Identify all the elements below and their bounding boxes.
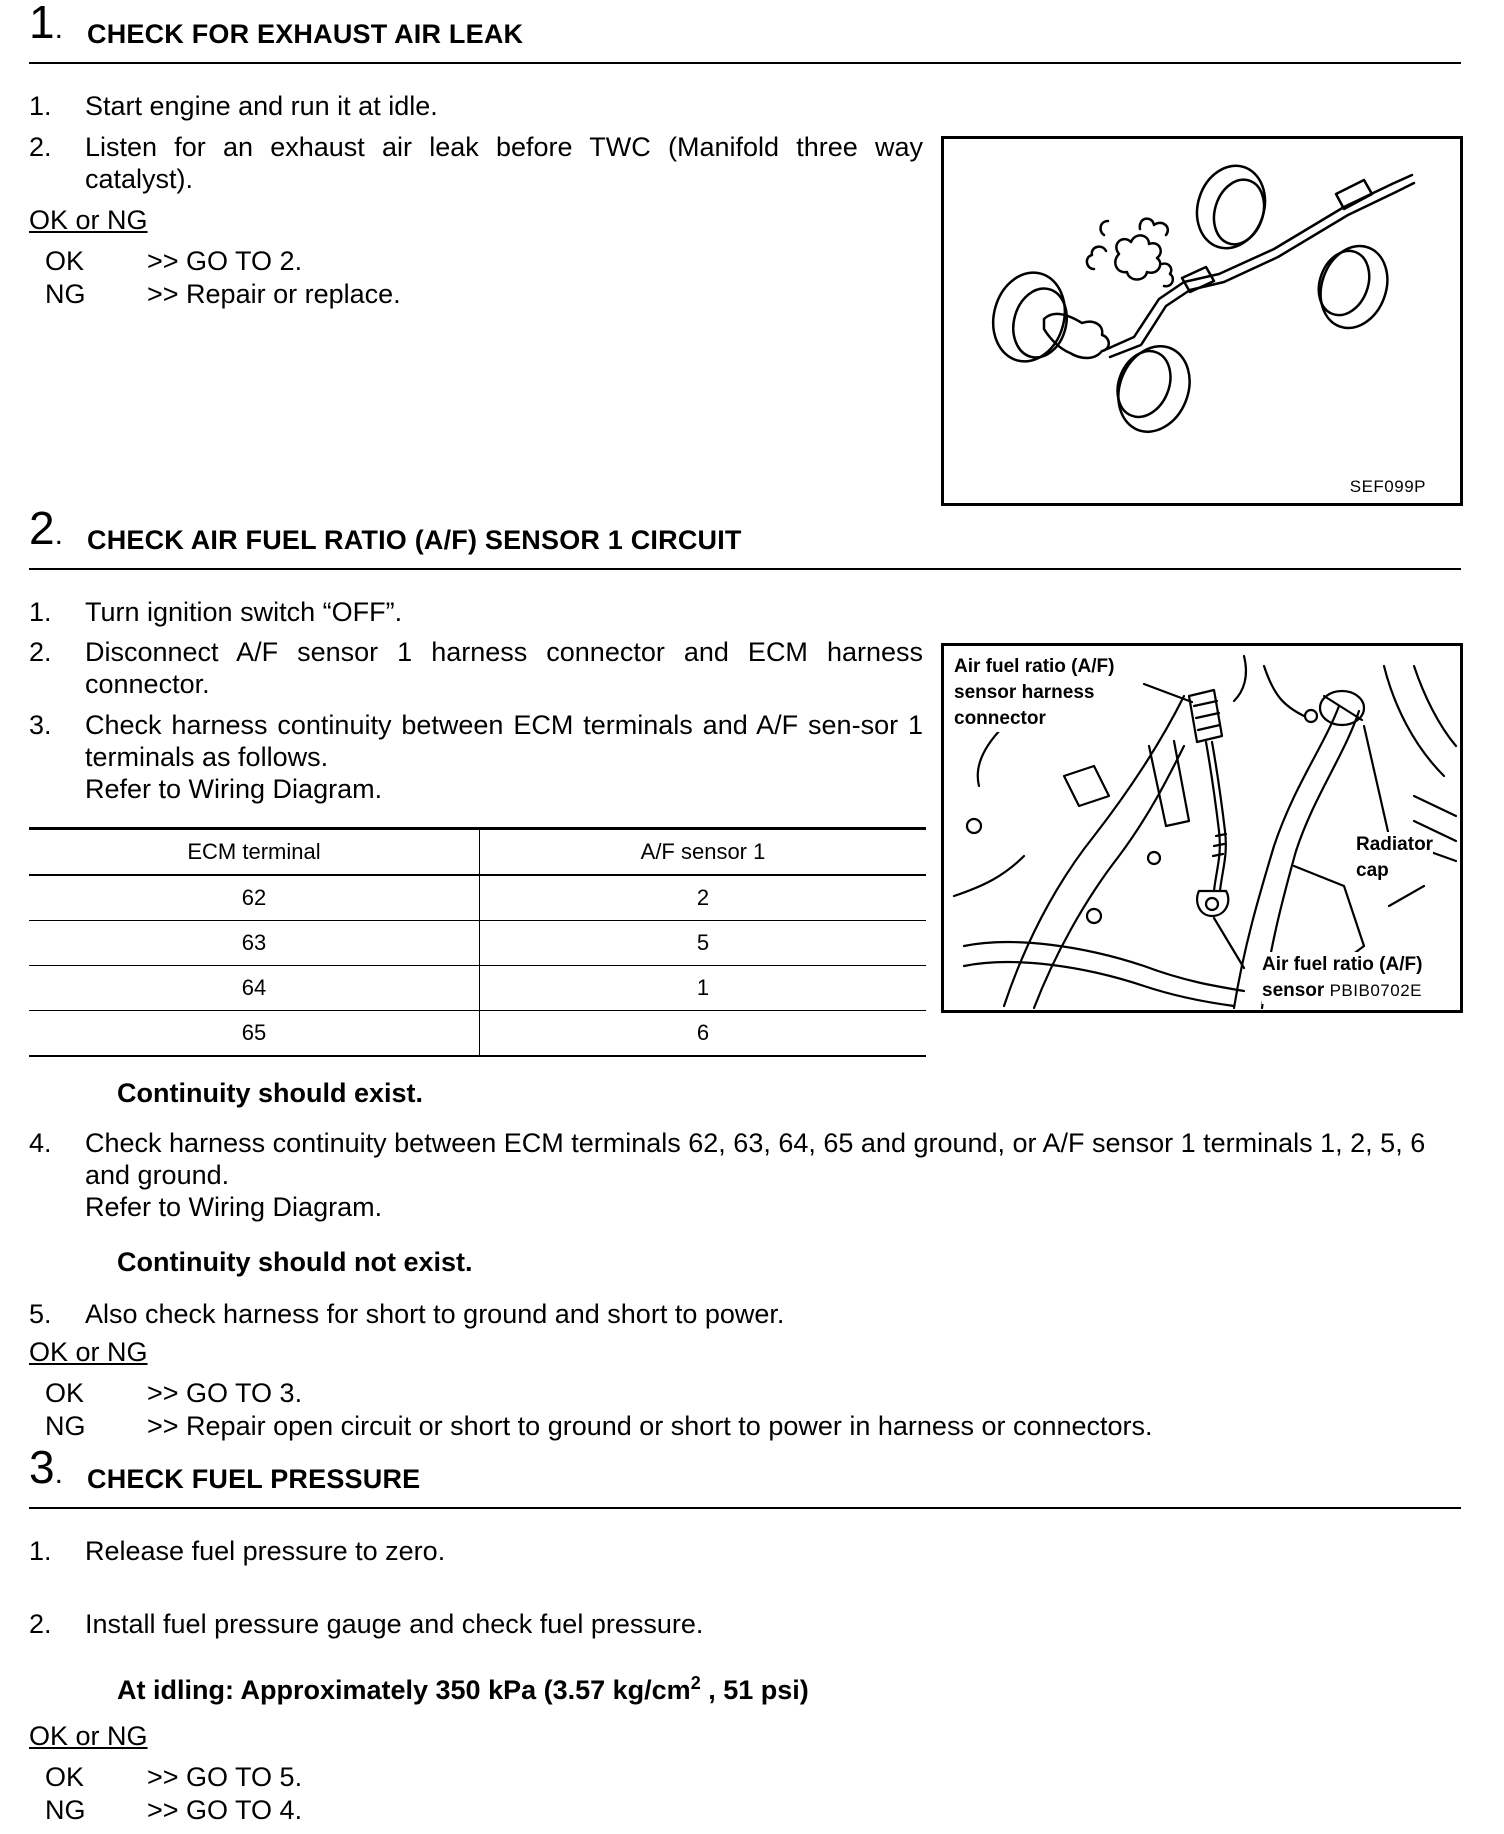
step-3-item-1-number: 1. bbox=[29, 1536, 52, 1566]
step-1-number: 1. bbox=[29, 0, 63, 48]
spec-continuity-not-exist: Continuity should not exist. bbox=[117, 1247, 473, 1277]
figure-1-code: SEF099P bbox=[1349, 477, 1426, 496]
step-1-item-2-text: Listen for an exhaust air leak before TWC (Manifold three way catalyst). bbox=[85, 132, 923, 194]
table-row bbox=[29, 1011, 926, 1057]
step-2-result-ng-key: NG bbox=[45, 1411, 86, 1441]
figure-2-code: PBIB0702E bbox=[1329, 981, 1422, 1000]
step-1-item-2-number: 2. bbox=[29, 132, 52, 162]
step-2-item-1-number: 1. bbox=[29, 597, 52, 627]
step-2-item-5-text: Also check harness for short to ground and short to power. bbox=[85, 1299, 785, 1329]
table-cell: 2 bbox=[480, 875, 927, 921]
step-1-header bbox=[29, 0, 1461, 64]
step-2-item-3-number: 3. bbox=[29, 710, 52, 740]
step-2-item-5-number: 5. bbox=[29, 1299, 52, 1329]
step-3-title: CHECK FUEL PRESSURE bbox=[87, 1464, 421, 1494]
step-2-result-ok-value: >> GO TO 3. bbox=[147, 1378, 303, 1408]
step-3-item-2-number: 2. bbox=[29, 1609, 52, 1639]
step-1-result-ok-value: >> GO TO 2. bbox=[147, 246, 303, 276]
step-3-result-ng-value: >> GO TO 4. bbox=[147, 1795, 303, 1825]
step-2-item-2-number: 2. bbox=[29, 637, 52, 667]
step-2-item-3-text: Check harness continuity between ECM terminals and A/F sen-sor 1 terminals as follows. bbox=[85, 710, 923, 772]
step-3-result-ng-key: NG bbox=[45, 1795, 86, 1825]
table-header-ecm-terminal: ECM terminal bbox=[29, 829, 480, 876]
table-cell: 6 bbox=[480, 1011, 927, 1057]
step-1-ok-ng-label: OK or NG bbox=[29, 205, 148, 235]
step-1-title: CHECK FOR EXHAUST AIR LEAK bbox=[87, 19, 524, 49]
step-2-item-4-refer: Refer to Wiring Diagram. bbox=[85, 1192, 383, 1222]
table-row bbox=[29, 921, 926, 966]
exhaust-system-drawing bbox=[944, 139, 1460, 503]
table-cell: 63 bbox=[29, 921, 480, 966]
step-2-item-4-text: Check harness continuity between ECM terminals 62, 63, 64, 65 and ground, or A/F sensor 1 terminals 1, 2, 5, 6 and ground. bbox=[85, 1128, 1426, 1190]
step-2-title: CHECK AIR FUEL RATIO (A/F) SENSOR 1 CIRCUIT bbox=[87, 525, 742, 555]
table-cell: 62 bbox=[29, 875, 480, 921]
callout-af-sensor: Air fuel ratio (A/F) sensor PBIB0702E bbox=[1262, 952, 1422, 1004]
step-3-ok-ng-label: OK or NG bbox=[29, 1721, 148, 1751]
step-3-header bbox=[29, 1441, 1461, 1509]
step-3-result-ok-value: >> GO TO 5. bbox=[147, 1762, 303, 1792]
table-header-af-sensor: A/F sensor 1 bbox=[480, 829, 927, 876]
exhaust-leak-figure bbox=[941, 136, 1463, 506]
step-2-ok-ng-label: OK or NG bbox=[29, 1337, 148, 1367]
step-2-item-4-number: 4. bbox=[29, 1128, 52, 1158]
table-row bbox=[29, 966, 926, 1011]
step-2-item-2-text: Disconnect A/F sensor 1 harness connector and ECM harness connector. bbox=[85, 637, 923, 699]
step-2-result-ng-value: >> Repair open circuit or short to ground or short to power in harness or connectors. bbox=[147, 1411, 1153, 1441]
step-1-result-ng-key: NG bbox=[45, 279, 86, 309]
step-3-item-1-text: Release fuel pressure to zero. bbox=[85, 1536, 446, 1566]
step-3-item-2-text: Install fuel pressure gauge and check fuel pressure. bbox=[85, 1609, 704, 1639]
callout-radiator-cap: Radiator cap bbox=[1356, 832, 1433, 884]
step-2-result-ok-key: OK bbox=[45, 1378, 85, 1408]
table-cell: 65 bbox=[29, 1011, 480, 1057]
step-1-item-1-text: Start engine and run it at idle. bbox=[85, 91, 438, 121]
table-row bbox=[29, 875, 926, 921]
step-2-item-1-text: Turn ignition switch “OFF”. bbox=[85, 597, 403, 627]
table-header-row bbox=[29, 829, 926, 876]
spec-continuity-exist: Continuity should exist. bbox=[117, 1078, 424, 1108]
step-3-number: 3. bbox=[29, 1441, 63, 1493]
spec-fuel-pressure: At idling: Approximately 350 kPa (3.57 $kg/cm^2$ , 51 psi) bbox=[117, 1673, 809, 1705]
step-2-header bbox=[29, 502, 1461, 570]
table-cell: 1 bbox=[480, 966, 927, 1011]
table-cell: 64 bbox=[29, 966, 480, 1011]
step-3-result-ok-key: OK bbox=[45, 1762, 85, 1792]
step-2-item-3-refer: Refer to Wiring Diagram. bbox=[85, 774, 383, 804]
step-1-result-ok-key: OK bbox=[45, 246, 85, 276]
step-2-number: 2. bbox=[29, 502, 63, 554]
step-1-result-ng-value: >> Repair or replace. bbox=[147, 279, 401, 309]
callout-af-sensor-harness-connector: Air fuel ratio (A/F) sensor harness connector bbox=[954, 654, 1114, 732]
continuity-table bbox=[29, 827, 926, 1057]
step-1-item-1-number: 1. bbox=[29, 91, 52, 121]
af-sensor-location-figure bbox=[941, 643, 1463, 1013]
table-cell: 5 bbox=[480, 921, 927, 966]
